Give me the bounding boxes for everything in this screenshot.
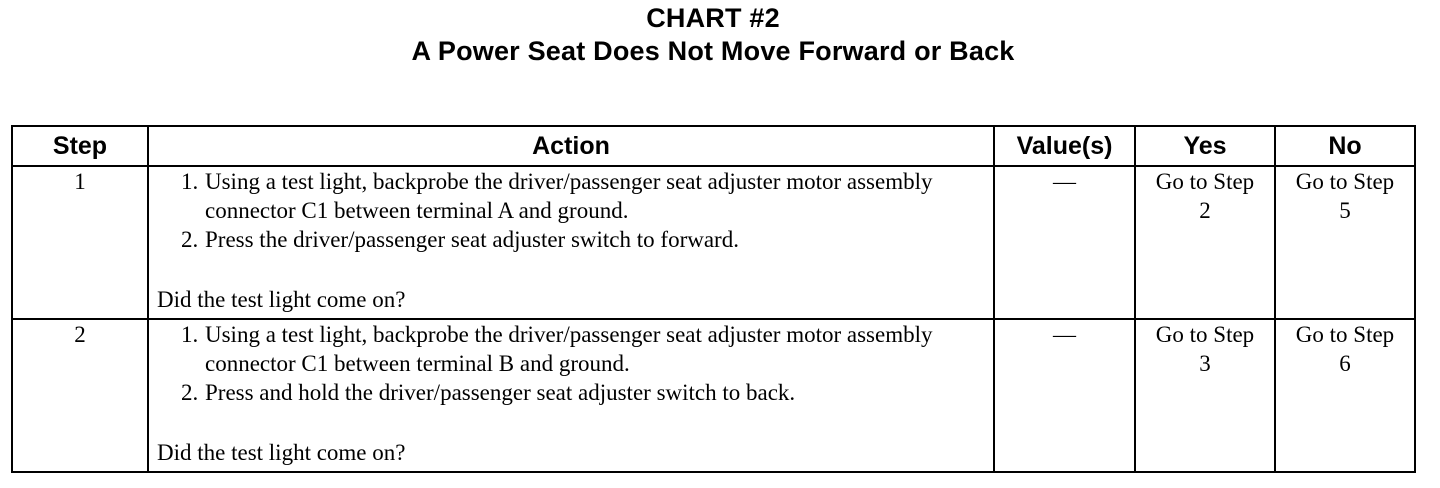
no-step-number: 5	[1339, 198, 1351, 223]
action-item	[181, 167, 993, 225]
yes-step-number: 3	[1199, 351, 1211, 376]
action-item-text: Using a test light, backprobe the driver/passenger seat adjuster motor assembly connector C1 between terminal A and ground.	[205, 169, 933, 223]
action-list	[181, 167, 993, 254]
action-item	[181, 225, 993, 254]
no-step-number: 6	[1339, 351, 1351, 376]
header-step: Step	[12, 126, 148, 166]
chart-subtitle: A Power Seat Does Not Move Forward or Back	[411, 36, 1015, 66]
yes-cell	[1135, 166, 1275, 319]
yes-cell	[1135, 319, 1275, 472]
header-values: Value(s)	[994, 126, 1135, 166]
table-row	[12, 319, 1415, 472]
action-question: Did the test light come on?	[157, 440, 406, 465]
yes-go-to-label: Go to Step	[1155, 322, 1255, 347]
yes-step-number: 2	[1199, 198, 1211, 223]
table-row	[12, 166, 1415, 319]
header-yes: Yes	[1135, 126, 1275, 166]
no-cell	[1275, 166, 1415, 319]
action-item-number: 2.	[181, 227, 199, 252]
action-item-text: Press and hold the driver/passenger seat adjuster switch to back.	[205, 380, 796, 405]
chart-title-block	[0, 2, 1426, 68]
no-go-to-label: Go to Step	[1295, 169, 1395, 194]
action-item-text: Using a test light, backprobe the driver/passenger seat adjuster motor assembly connector C1 between terminal B and ground.	[205, 322, 933, 376]
action-item	[181, 378, 993, 407]
value-cell: —	[994, 166, 1135, 319]
no-cell	[1275, 319, 1415, 472]
step-number: 1	[12, 166, 148, 319]
action-item-text: Press the driver/passenger seat adjuster switch to forward.	[205, 227, 739, 252]
action-item	[181, 320, 993, 378]
step-number: 2	[12, 319, 148, 472]
diagnostic-table	[11, 125, 1416, 473]
header-no: No	[1275, 126, 1415, 166]
value-cell: —	[994, 319, 1135, 472]
action-cell	[148, 319, 994, 472]
chart-number-title: CHART #2	[646, 3, 780, 33]
action-item-number: 1.	[181, 169, 199, 194]
header-action: Action	[148, 126, 994, 166]
action-list	[181, 320, 993, 407]
action-item-number: 1.	[181, 322, 199, 347]
table-header-row	[12, 126, 1415, 166]
yes-go-to-label: Go to Step	[1155, 169, 1255, 194]
no-go-to-label: Go to Step	[1295, 322, 1395, 347]
action-item-number: 2.	[181, 380, 199, 405]
action-question: Did the test light come on?	[157, 287, 406, 312]
action-cell	[148, 166, 994, 319]
